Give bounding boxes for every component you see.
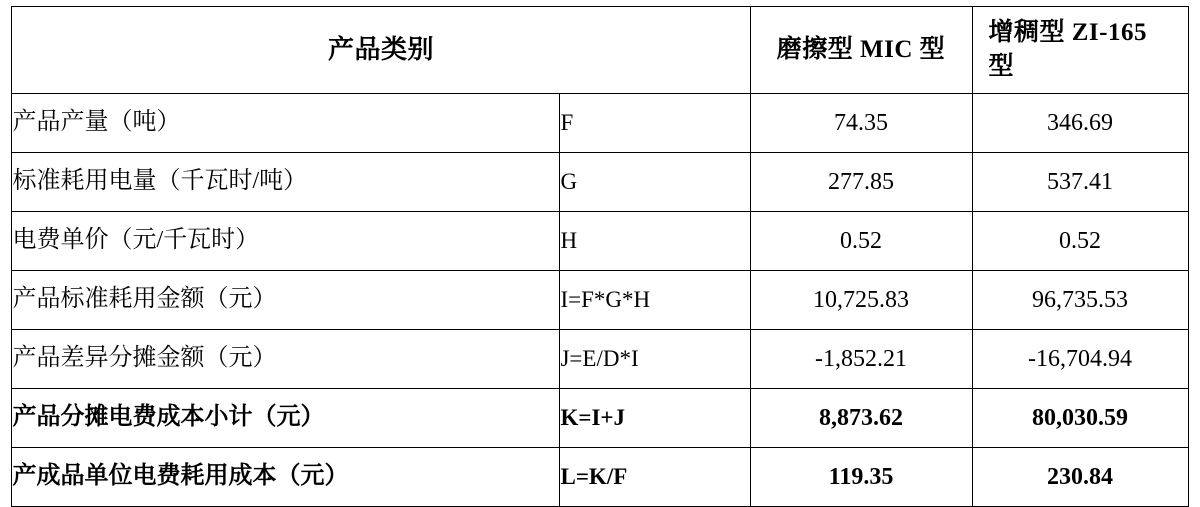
row-value-zi: 230.84 [972, 448, 1188, 507]
row-label: 标准耗用电量（千瓦时/吨） [12, 153, 560, 212]
header-mic: 磨擦型 MIC 型 [750, 7, 972, 94]
table-row [12, 448, 1188, 507]
row-code: L=K/F [560, 448, 750, 507]
row-value-mic: 119.35 [750, 448, 972, 507]
row-value-mic: 74.35 [750, 94, 972, 153]
row-value-zi: 537.41 [972, 153, 1188, 212]
row-label: 电费单价（元/千瓦时） [12, 212, 560, 271]
row-code: K=I+J [560, 389, 750, 448]
row-value-zi: -16,704.94 [972, 330, 1188, 389]
row-code: H [560, 212, 750, 271]
cost-allocation-table [11, 6, 1188, 507]
header-category: 产品类别 [12, 7, 750, 94]
row-value-mic: 8,873.62 [750, 389, 972, 448]
row-label: 产成品单位电费耗用成本（元） [12, 448, 560, 507]
table-header-row [12, 7, 1188, 94]
table-row [12, 271, 1188, 330]
row-value-zi: 346.69 [972, 94, 1188, 153]
row-value-zi: 96,735.53 [972, 271, 1188, 330]
table-row [12, 212, 1188, 271]
table-row [12, 389, 1188, 448]
row-code: F [560, 94, 750, 153]
row-value-zi: 80,030.59 [972, 389, 1188, 448]
row-value-mic: 10,725.83 [750, 271, 972, 330]
table-row [12, 153, 1188, 212]
row-value-mic: 277.85 [750, 153, 972, 212]
row-code: G [560, 153, 750, 212]
header-zi: 增稠型 ZI-165 型 [972, 7, 1188, 94]
row-label: 产品差异分摊金额（元） [12, 330, 560, 389]
row-code: I=F*G*H [560, 271, 750, 330]
table-body [12, 94, 1188, 507]
row-label: 产品分摊电费成本小计（元） [12, 389, 560, 448]
row-code: J=E/D*I [560, 330, 750, 389]
row-value-zi: 0.52 [972, 212, 1188, 271]
row-label: 产品产量（吨） [12, 94, 560, 153]
table-row [12, 94, 1188, 153]
table-row [12, 330, 1188, 389]
row-value-mic: 0.52 [750, 212, 972, 271]
row-label: 产品标准耗用金额（元） [12, 271, 560, 330]
row-value-mic: -1,852.21 [750, 330, 972, 389]
